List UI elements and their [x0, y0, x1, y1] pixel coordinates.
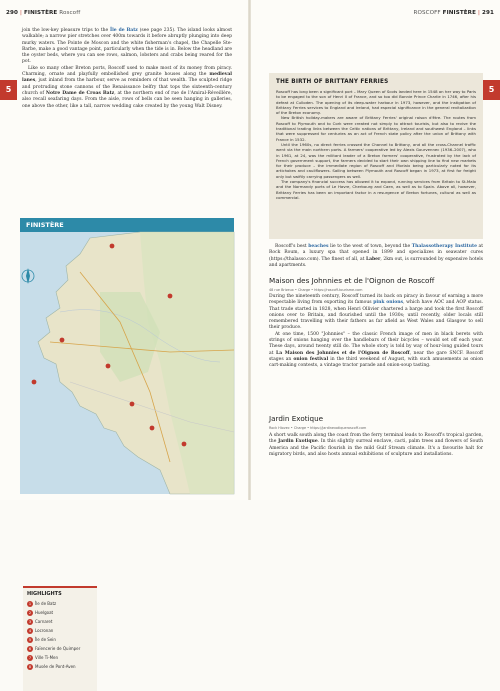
highlight-label: Huelgoat [35, 610, 54, 615]
left-page [0, 0, 249, 669]
highlight-label: Locronan [35, 628, 54, 633]
highlight-label: Île de Sein [35, 637, 56, 642]
highlight-number: 7 [28, 656, 32, 660]
highlight-number: 3 [28, 620, 32, 624]
section-body-johnnies: During the nineteenth century, Roscoff turned its back on piracy in favour of earning a more respectable living from exporting its famous pink onions, which have AOC and AOP status. That trade started in 1828, when Henri Ollivier chartered a barge and took the first Roscoff onions over to Britain, and flourished until the 1930s; until recently, older locals still remembered travelling with their fathers as far afield as West Wales and Glasgow to sell their produce. At one time, 1500 "Johnnies" – the classic French image of men in black berets with strings of onions hanging over the handlebars of their bicycles – would set off each year. These days, around twenty still do. The whole story is told by way of hour-long guided tours at La Maison des Johnnies et de l'Oignon de Roscoff, near the gare SNCF. Roscoff stages an onion festival in the third weekend of August, with such amusements as onion cart-making contests, a vintage tractor parade and onion-soup tasting. [269, 294, 484, 369]
highlights-box [23, 586, 97, 691]
highlights-title: HIGHLIGHTS [27, 591, 62, 597]
highlight-item [27, 617, 93, 626]
chapter-tab-right: 5 [483, 80, 500, 100]
highlight-item [27, 662, 93, 671]
highlight-number: 8 [28, 665, 32, 669]
finistere-map [20, 218, 234, 669]
highlight-item [27, 599, 93, 608]
section-heading-johnnies: Maison des Johnnies et de l'Oignon de Roscoff [269, 276, 435, 285]
sidebar-box [269, 73, 483, 239]
chapter-tab-left: 5 [0, 80, 17, 100]
highlight-label: Carnaret [35, 619, 53, 624]
highlight-number: 1 [28, 602, 32, 606]
highlight-item [27, 608, 93, 617]
highlight-number: 4 [28, 629, 32, 633]
map-title: FINISTÈRE [20, 218, 234, 232]
section-meta-johnnies: 48 rue Brizeux • Charge • https://roscoff-tourisme.com [269, 288, 363, 292]
highlight-item [27, 644, 93, 653]
highlight-number: 2 [28, 611, 32, 615]
intro-body-text: Roscoff's best beaches lie to the west of town, beyond the Thalassotherapy Institute at Rock Roum, a luxury spa that opened in 1899 and specializes in seawater cures (https://thalasso.com). The finest of all, at Laber, 2km out, is surrounded by expensive hotels and apartments. [269, 244, 483, 268]
sidebar-title: THE BIRTH OF BRITTANY FERRIES [276, 79, 389, 85]
section-heading-jardin: Jardin Exotique [269, 414, 324, 423]
highlight-label: Ville Ti-Men [35, 655, 59, 660]
right-page [251, 0, 500, 500]
highlight-number: 6 [28, 647, 32, 651]
highlight-item [27, 626, 93, 635]
sidebar-text: Roscoff has long been a significant port – Mary Queen of Scots landed here in 1548 on her way to Paris to be engaged to the son of Henri II of France, and so too did Bonnie Prince Charlie in 1746, after his defeat at Culloden. The opening of its deep-water harbour in 1973, however, and the instigation of Brittany Ferries services to England and Ireland, had especial significance in the general revitalization of the Breton economy. New British holiday-makers are aware of Brittany Ferries' original raison d'être. The routes from Roscoff to Plymouth and to Cork were created not simply to attract tourists, but also to revive the traditional trading links between the Celtic nations of Brittany, Ireland and southwest England – links that were suppressed for centuries as an act of French state policy after the union of Brittany with France in 1532. Until the 1960s, no direct ferries crossed the Channel to Brittany, and all the cross-Channel traffic went via the main northern ports. A farmers' cooperative led by Alexis Gourvennec (1936–2007), who in 1961, at 24, was the militant leader of a Breton farmers' cooperative, frustrated by the lack of French government support, the farmers decided to start their own shipping line to find new markets for their produce – the immediate region of Roscoff and Morlaix being particularly noted for its artichokes and cauliflowers. Sailing between Plymouth and Roscoff began in 1973, at first for freight only but swiftly carrying passengers as well. The company's financial success has allowed it to expand, running services from Britain to St-Malo and the Normandy ports of Le Havre, Cherbourg and Caen, as well as to Spain. Above all, however, Brittany Ferries has been an important factor in a resurgence of Breton fortunes, cultural as well as commercial. [276, 89, 476, 200]
highlight-number: 5 [28, 638, 32, 642]
map-graphic [20, 232, 234, 494]
left-running-head: 290 | FINISTÈRE Roscoff [6, 10, 81, 16]
highlight-item [27, 653, 93, 662]
highlights-list [27, 599, 93, 671]
highlight-label: Musée de Pont-Aven [35, 664, 76, 669]
section-body-jardin: A short walk south along the coast from the ferry terminal leads to Roscoff's tropical garden, the Jardin Exotique. In this slightly surreal enclave, cacti, palm trees and flowers of South America and the Pacific flourish in the mild Gulf Stream climate. It's a favourite halt for migratory birds, and also hosts annual exhibitions of sculpture and installations. [269, 433, 483, 457]
right-running-head: ROSCOFF FINISTÈRE | 291 [413, 10, 494, 16]
section-meta-jardin: Rock Hiovec • Charge • https://jardinexotiqueroscoff.com [269, 426, 367, 430]
left-body-text: join the low-key pleasure trips to the Île de Batz (see page 235). The island looks almost walkable; a narrow pier stretches over 400m towards it before abruptly plunging into deep murky waters. The Pointe de Moscon and the white fisherman's chapel, the Chapelle Ste-Barbe, make a good vantage point, particularly when the tide is in. Below the headland are the oyster beds, where you can see rows, salmon, lobsters and crabs being reared for the pot. Like so many other Breton ports, Roscoff used to make most of its money from piracy. Charming, ornate and playfully embellished grey granite houses along the medieval lanes, just inland from the harbour, serve as reminders of that wealth. The sculpted ridge and protruding stone cannons of the Renaissance belfry that tops the sixteenth-century church of Notre Dame de Croas Batz, at the northern end of rue de l'Amiral-Réveillère, also recall seafaring days. From the aisle, rows of bells can be seen hanging in galleries, one above the other, like a tall, narrow wedding cake created by the young Walt Disney. [22, 28, 233, 109]
highlight-item [27, 635, 93, 644]
highlight-label: Faïencerie de Quimper [35, 646, 81, 651]
highlight-label: Île de Batz [35, 601, 57, 606]
